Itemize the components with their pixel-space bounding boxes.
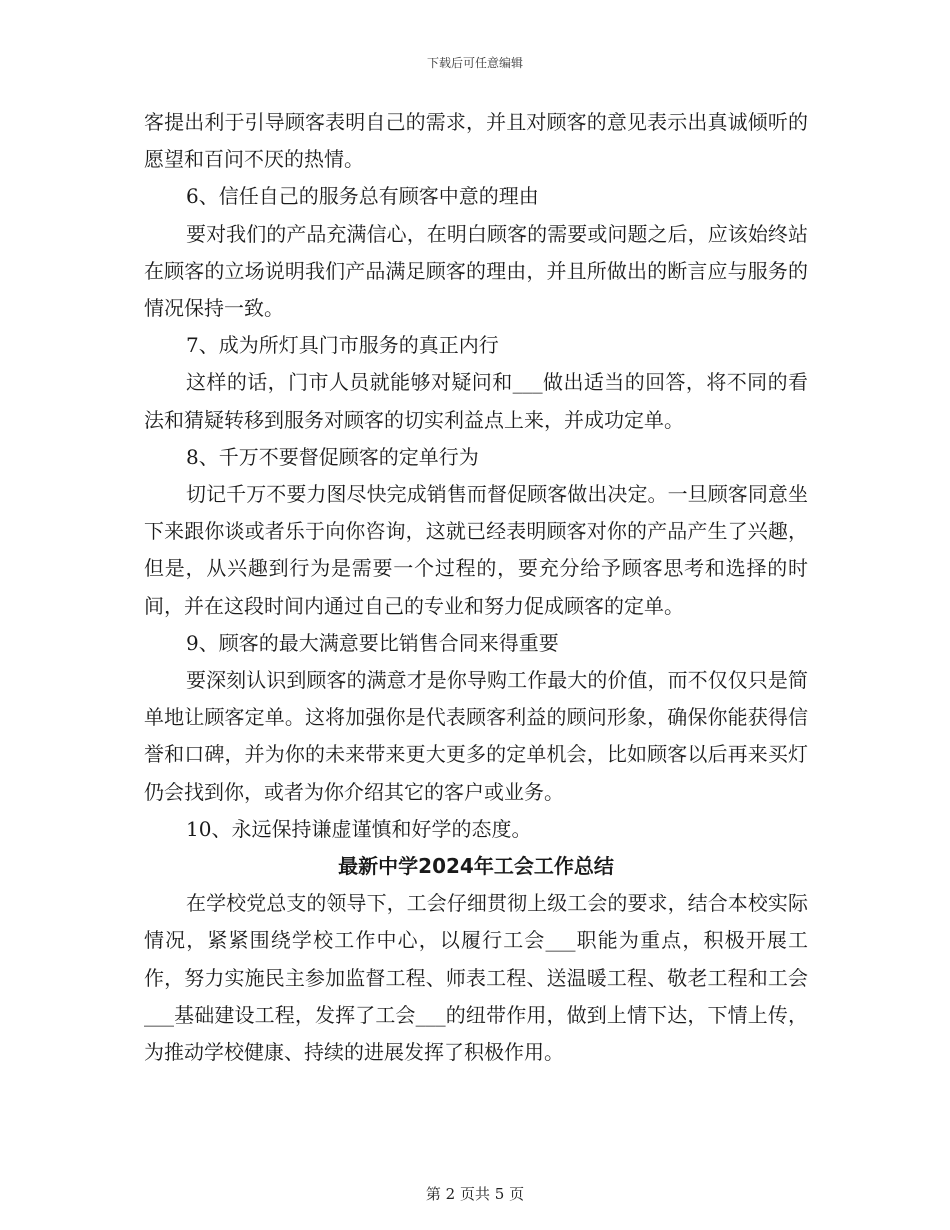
paragraph: 这样的话，门市人员就能够对疑问和___做出适当的回答，将不同的看法和猜疑转移到服务对顾客的切实利益点上来，并成功定单。	[144, 370, 808, 432]
paragraph: 要深刻认识到顾客的满意才是你导购工作最大的价值，而不仅仅只是简单地让顾客定单。这将加强你是代表顾客利益的顾问形象，确保你能获得信誉和口碑，并为你的未来带来更大更多的定单机会，比如顾客以后再来买灯仍会找到你，或者为你介绍其它的客户或业务。	[144, 668, 808, 804]
list-heading: 8、千万不要督促顾客的定单行为	[186, 444, 479, 469]
list-heading: 7、成为所灯具门市服务的真正内行	[186, 333, 499, 358]
document-body	[144, 104, 808, 1071]
list-heading: 6、信任自己的服务总有顾客中意的理由	[186, 184, 539, 209]
page-header: 下载后可任意编辑	[426, 56, 523, 70]
paragraph: 在学校党总支的领导下，工会仔细贯彻上级工会的要求，结合本校实际情况，紧紧围绕学校工作中心，以履行工会___职能为重点，积极开展工作，努力实施民主参加监督工程、师表工程、送温暖工程、敬老工程和工会___基础建设工程，发挥了工会___的纽带作用，做到上情下达，下情上传，为推动学校健康、持续的进展发挥了积极作用。	[144, 891, 808, 1065]
paragraph: 客提出利于引导顾客表明自己的需求，并且对顾客的意见表示出真诚倾听的愿望和百问不厌的热情。	[144, 110, 808, 172]
list-heading: 9、顾客的最大满意要比销售合同来得重要	[186, 630, 559, 655]
list-heading: 10、永远保持谦虚谨慎和好学的态度。	[186, 816, 532, 841]
section-title: 最新中学2024年工会工作总结	[338, 854, 614, 879]
paragraph: 要对我们的产品充满信心，在明白顾客的需要或问题之后，应该始终站在顾客的立场说明我们产品满足顾客的理由，并且所做出的断言应与服务的情况保持一致。	[144, 221, 808, 321]
page-footer: 第 2 页共 5 页	[425, 1185, 525, 1203]
paragraph: 切记千万不要力图尽快完成销售而督促顾客做出决定。一旦顾客同意坐下来跟你谈或者乐于向你咨询，这就已经表明顾客对你的产品产生了兴趣，但是，从兴趣到行为是需要一个过程的，要充分给予顾客思考和选择的时间，并在这段时间内通过自己的专业和努力促成顾客的定单。	[144, 482, 808, 618]
